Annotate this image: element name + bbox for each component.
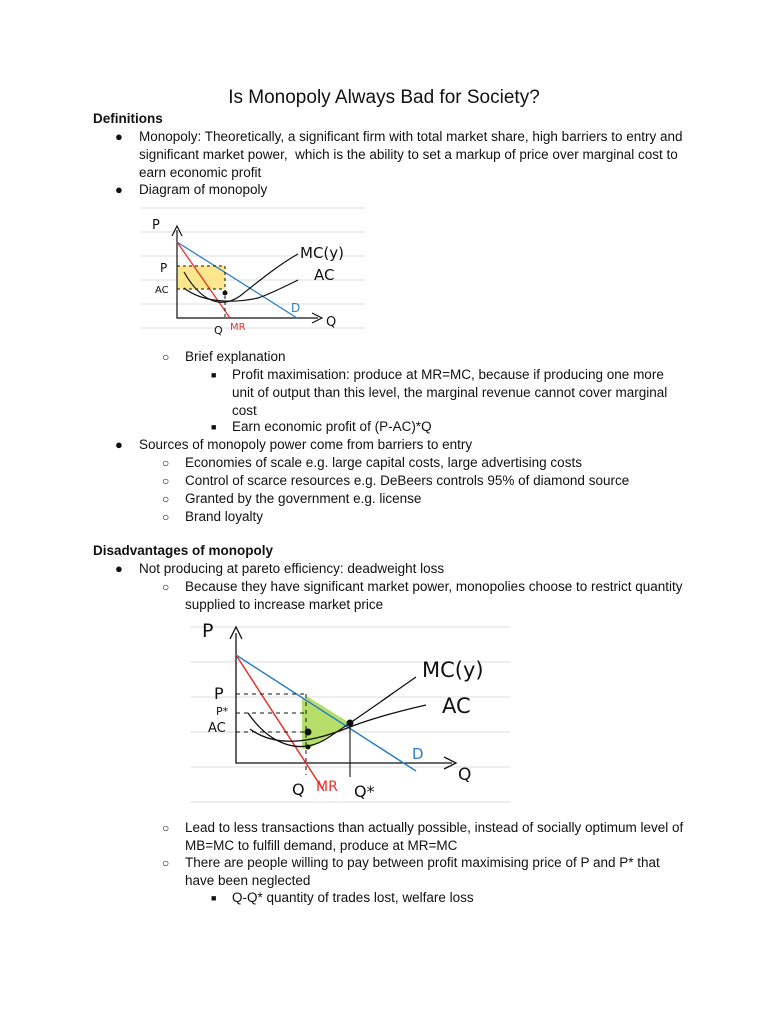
bullet-icon: ●	[115, 561, 123, 576]
deadweight-loss-diagram	[190, 615, 510, 815]
monopoly-diagram	[140, 200, 365, 340]
source-brand-loyalty: Brand loyalty	[185, 509, 264, 524]
q-axis-label: Q	[458, 765, 472, 785]
bullet-icon: ●	[115, 182, 123, 197]
price-label: P	[160, 261, 168, 275]
circle-bullet-icon: ○	[162, 474, 170, 488]
restrict-item: Because they have significant market power, monopolies choose to restrict quantity supplied to increase market price	[185, 579, 687, 612]
quantity-label: Q	[214, 324, 223, 337]
trades-lost-item: Q-Q* quantity of trades lost, welfare loss	[232, 890, 474, 905]
diagram-item: Diagram of monopoly	[139, 182, 268, 197]
ac-label: AC	[314, 266, 335, 284]
circle-bullet-icon: ○	[162, 580, 170, 594]
brief-explanation: Brief explanation	[185, 349, 286, 364]
circle-bullet-icon: ○	[162, 492, 170, 506]
willing-to-pay-item: There are people willing to pay between profit maximising price of P and P* that have been neglected	[185, 855, 664, 888]
monopoly-definition: Monopoly: Theoretically, a significant firm with total market share, high barriers to entry and significant market power, which is the ability to set a markup of price over marginal cost to earn economic profit	[139, 129, 687, 180]
mc-label: MC(y)	[422, 658, 484, 682]
circle-bullet-icon: ○	[162, 350, 170, 364]
q-star-label: Q*	[354, 782, 375, 801]
demand-label: D	[412, 745, 424, 763]
square-bullet-icon: ■	[211, 370, 217, 380]
demand-label: D	[291, 301, 301, 315]
bullet-icon: ●	[115, 129, 123, 144]
mr-label: MR	[230, 322, 246, 333]
profit-maximisation: Profit maximisation: produce at MR=MC, because if producing one more unit of output than this level, the marginal revenue cannot cover marginal cost	[232, 367, 672, 418]
p-star-label: P*	[216, 705, 229, 718]
source-scarce-resources: Control of scarce resources e.g. DeBeers controls 95% of diamond source	[185, 473, 630, 488]
page-title: Is Monopoly Always Bad for Society?	[228, 87, 540, 108]
source-government: Granted by the government e.g. license	[185, 491, 422, 506]
p-axis-label: P	[152, 218, 160, 233]
sources-item: Sources of monopoly power come from barriers to entry	[139, 437, 473, 452]
economic-profit: Earn economic profit of (P-AC)*Q	[232, 419, 432, 434]
definitions-heading: Definitions	[93, 111, 163, 126]
mr-label: MR	[316, 779, 338, 795]
square-bullet-icon: ■	[211, 893, 217, 903]
circle-bullet-icon: ○	[162, 821, 170, 835]
square-bullet-icon: ■	[211, 422, 217, 432]
bullet-icon: ●	[115, 437, 123, 452]
ac-label: AC	[442, 694, 471, 718]
ac-level-label: AC	[155, 285, 169, 296]
disadvantages-heading: Disadvantages of monopoly	[93, 543, 274, 558]
less-transactions-item: Lead to less transactions than actually possible, instead of socially optimum level of MB=MC to fulfill demand, produce at MR=MC	[185, 820, 688, 853]
pareto-item: Not producing at pareto efficiency: deadweight loss	[139, 561, 445, 576]
p-axis	[236, 633, 452, 763]
circle-bullet-icon: ○	[162, 456, 170, 470]
quantity-label: Q	[292, 780, 305, 799]
circle-bullet-icon: ○	[162, 510, 170, 524]
circle-bullet-icon: ○	[162, 856, 170, 870]
mc-label: MC(y)	[300, 244, 344, 262]
p-axis-label: P	[202, 620, 214, 642]
q-axis-label: Q	[326, 315, 337, 330]
ac-level-label: AC	[208, 721, 226, 736]
price-label: P	[214, 684, 224, 703]
source-economies-of-scale: Economies of scale e.g. large capital costs, large advertising costs	[185, 455, 582, 470]
